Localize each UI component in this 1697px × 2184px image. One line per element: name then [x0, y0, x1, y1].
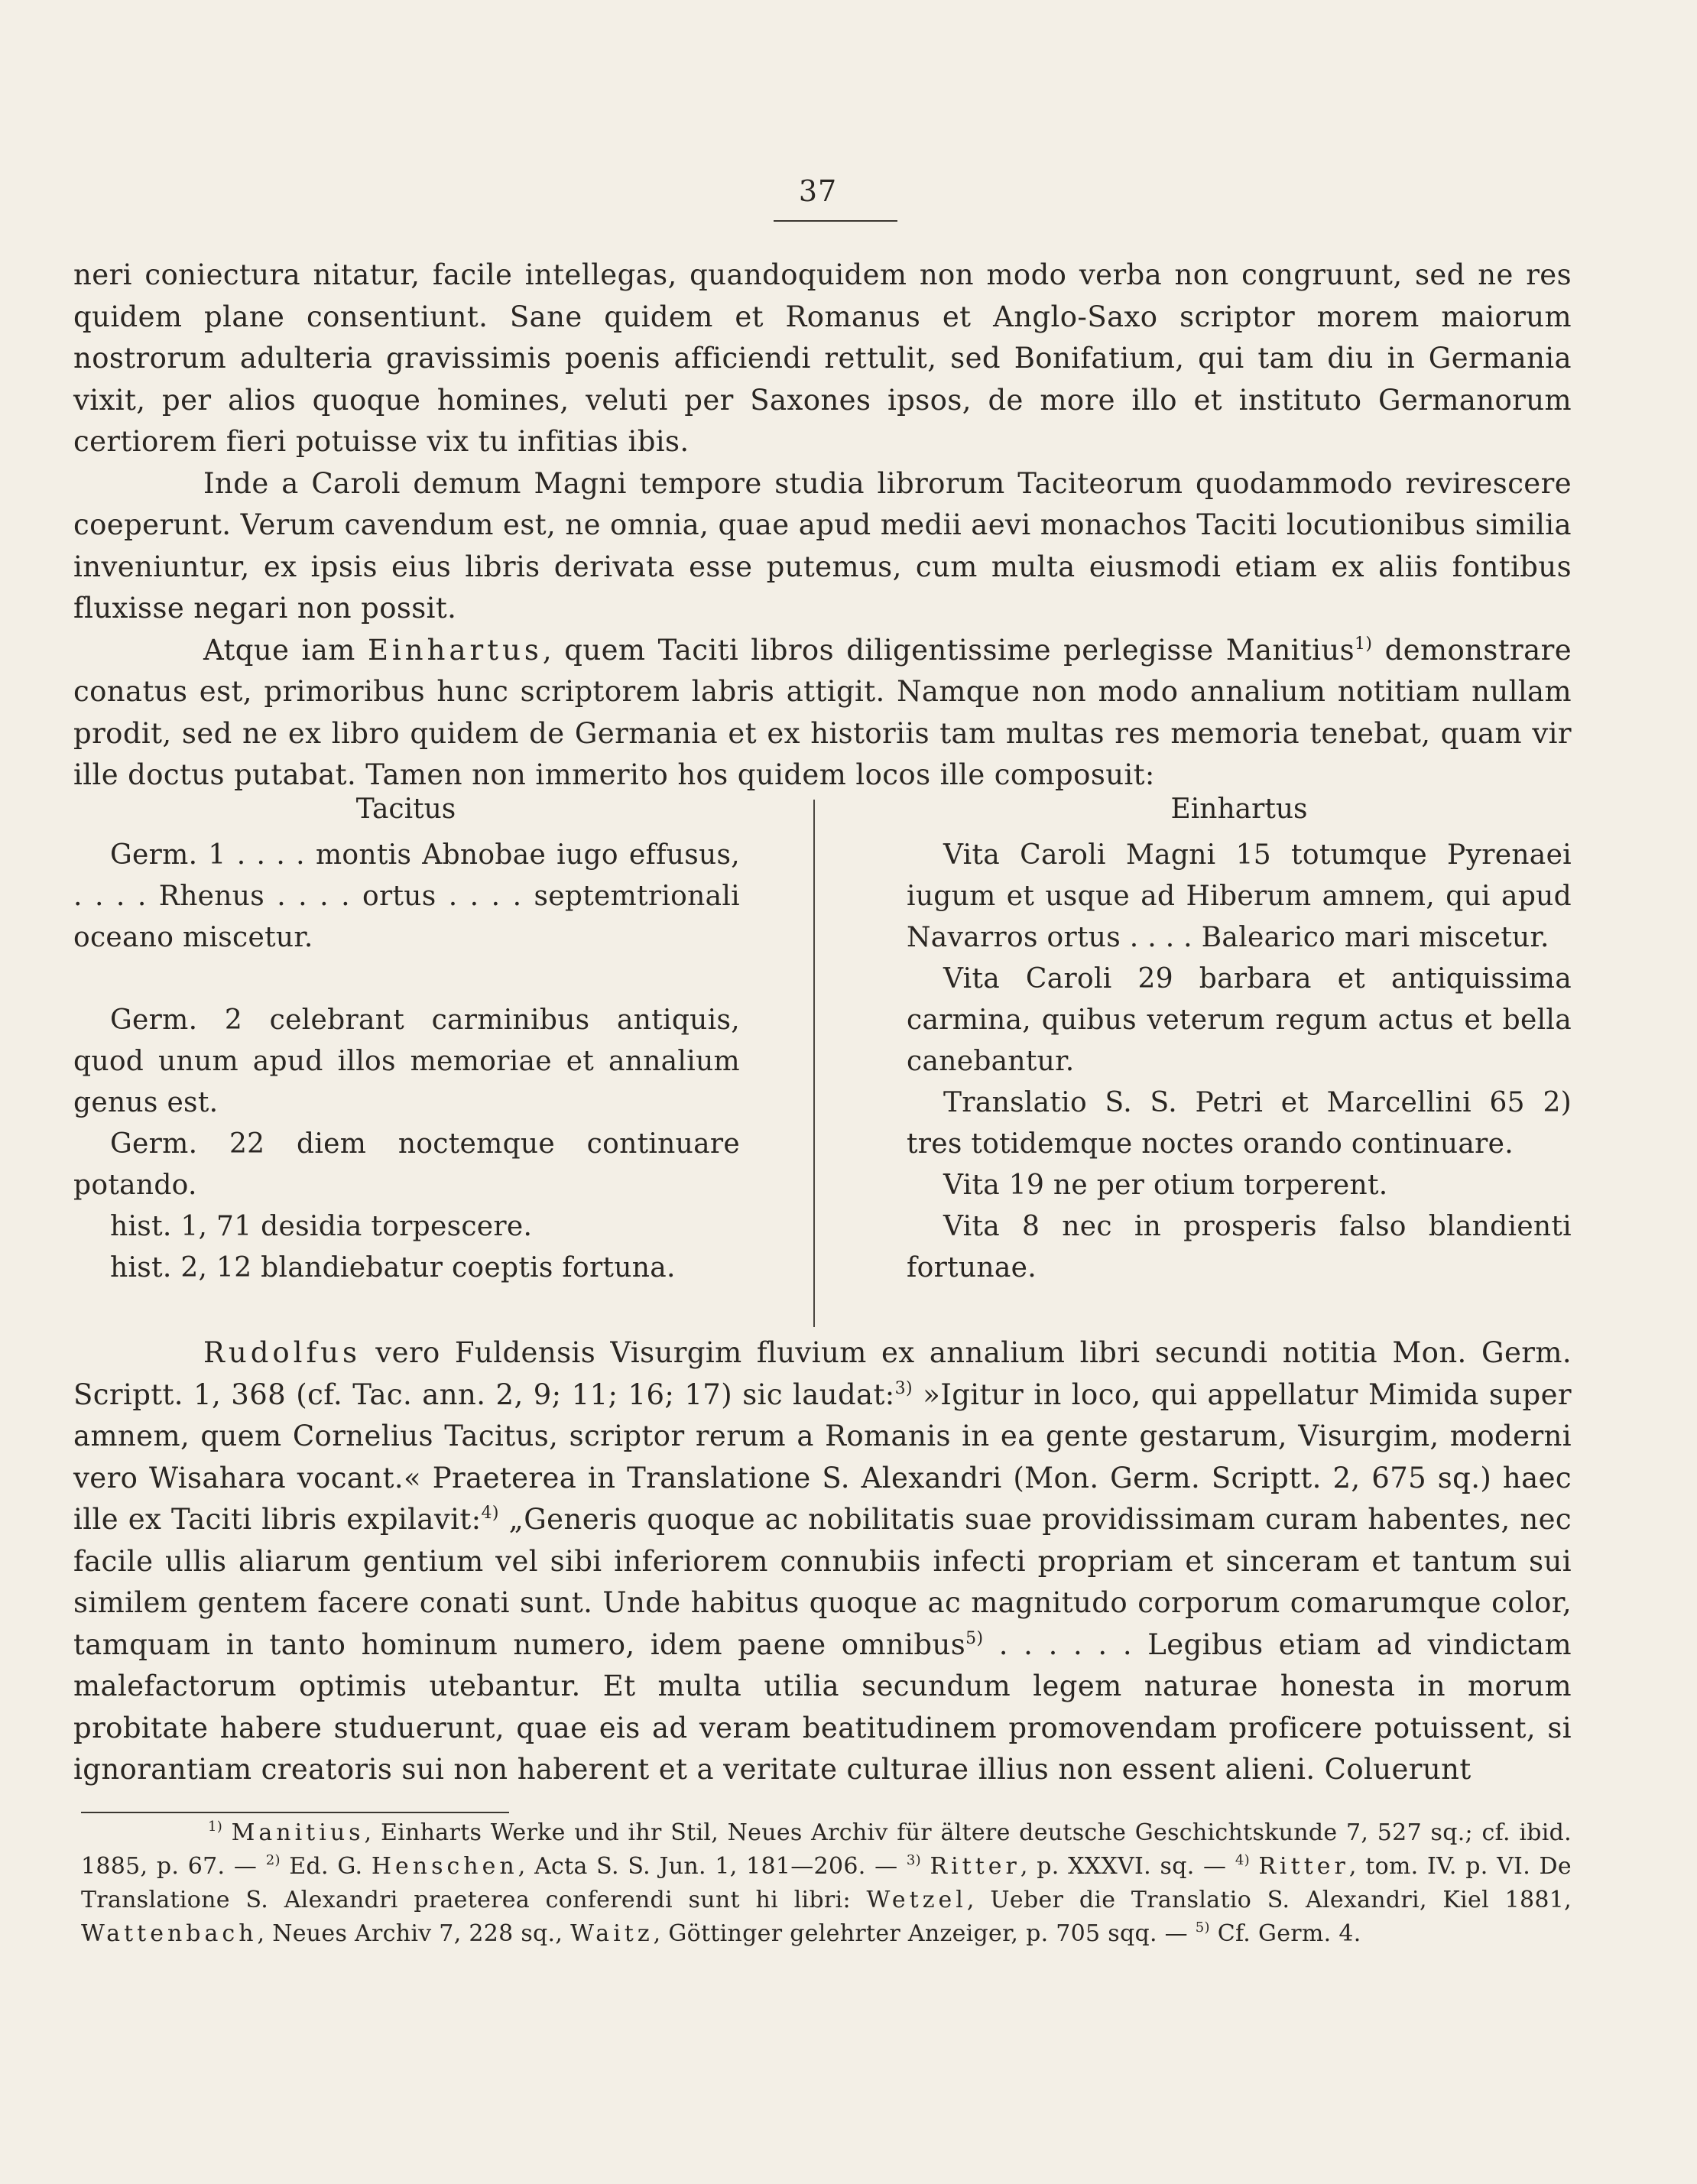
- column-entry: Vita Caroli Magni 15 totumque Pyrenaei iugum et usque ad Hiberum amnem, qui apud Navarros ortus . . . . Balearico mari miscetur.: [907, 839, 1572, 953]
- footnote-marker: 1): [208, 1819, 223, 1835]
- text-block-top: [73, 255, 1572, 797]
- column-entry: Translatio S. S. Petri et Marcellini 65 2) tres totidemque noctes orando continuare.: [907, 1087, 1572, 1160]
- column-heading-einhartus: Einhartus: [1170, 793, 1308, 825]
- paragraph-rudolfus: [73, 1332, 1572, 1791]
- author-name: Ritter: [1258, 1853, 1349, 1880]
- text-run: , quem Taciti libros diligentissime perlegisse Manitius: [542, 633, 1355, 667]
- footnote-rule: [81, 1812, 509, 1813]
- footnote-ref: 3): [894, 1378, 913, 1398]
- author-name: Ritter: [930, 1853, 1020, 1880]
- column-entry: hist. 1, 71 desidia torpescere.: [110, 1211, 533, 1242]
- footnote-marker: 3): [906, 1852, 921, 1868]
- text-run: [1250, 1853, 1259, 1880]
- column-entry: Germ. 2 celebrant carminibus antiquis, quod unum apud illos memoriae et annalium genus est.: [73, 1004, 740, 1118]
- author-name: Einhartus: [367, 633, 543, 667]
- page-number: 37: [798, 174, 838, 208]
- column-divider: [813, 800, 815, 1327]
- text-block-bottom: [73, 1332, 1572, 1791]
- text-run: , Neues Archiv 7, 228 sq.,: [257, 1920, 571, 1947]
- text-run: , tom. IV. p. VI. De Translatione S. Alexandri praeterea conferendi sunt hi libri:: [81, 1853, 1572, 1913]
- footnote-marker: 2): [265, 1852, 281, 1868]
- text-run: , Acta S. S. Jun. 1, 181—206. —: [518, 1853, 907, 1880]
- column-entry: Germ. 1 . . . . montis Abnobae iugo effusus, . . . . Rhenus . . . . ortus . . . . septemtrionali oceano miscetur.: [73, 839, 740, 953]
- author-name: Henschen: [371, 1853, 518, 1880]
- column-tacitus: [73, 835, 740, 1289]
- text-run: . . . . . . Legibus etiam ad vindictam malefactorum optimis utebantur. Et multa utilia secundum legem naturae honesta in morum probitate habere studuerunt, quae eis ad veram beatitudinem promovendam proficere potuissent, si ignorantiam creatoris sui non haberent et a veritate culturae illius non essent alieni. Coluerunt: [73, 1627, 1572, 1786]
- text-run: »Igitur in loco, qui appellatur Mimida super amnem, quem Cornelius Tacitus, scriptor rerum a Romanis in ea gente gestarum, Visurgim, moderni vero Wisahara vocant.« Praeterea in Translatione S. Alexandri (Mon. Germ. Scriptt. 2, 675 sq.) haec ille ex Taciti libris expilavit:: [73, 1378, 1572, 1536]
- footnote-ref: 4): [481, 1504, 499, 1523]
- column-entry: Germ. 22 diem noctemque continuare potando.: [73, 1128, 740, 1201]
- author-name: Wattenbach: [81, 1920, 258, 1947]
- footnote-marker: 4): [1235, 1852, 1250, 1868]
- footnote-text: [81, 1816, 1572, 1951]
- footnotes: [81, 1816, 1572, 1951]
- parallel-columns: [73, 793, 1572, 1329]
- footnote-marker: 5): [1195, 1920, 1210, 1936]
- paragraph: Inde a Caroli demum Magni tempore studia librorum Taciteorum quodammodo revirescere coeperunt. Verum cavendum est, ne omnia, quae apud medii aevi monachos Taciti locutionibus similia inveniuntur, ex ipsis eius libris derivata esse putemus, cum multa eiusmodi etiam ex aliis fontibus fluxisse negari non possit.: [73, 466, 1572, 625]
- column-einhartus: [907, 835, 1572, 1289]
- text-run: [921, 1853, 930, 1880]
- text-run: demonstrare conatus est, primoribus hunc scriptorem labris attigit. Namque non modo annalium notitiam nullam prodit, sed ne ex libro quidem de Germania et ex historiis tam multas res memoria tenebat, quam vir ille doctus putabat. Tamen non immerito hos quidem locos ille composuit:: [73, 633, 1572, 791]
- footnote-ref: 5): [965, 1628, 984, 1648]
- paragraph: neri coniectura nitatur, facile intellegas, quandoquidem non modo verba non congruunt, sed ne res quidem plane consentiunt. Sane quidem et Romanus et Anglo-Saxo scriptor morem maiorum nostrorum adulteria gravissimis poenis afficiendi rettulit, sed Bonifatium, qui tam diu in Germania vixit, per alios quoque homines, veluti per Saxones ipsos, de more illo et instituto Germanorum certiorem fieri potuisse vix tu infitias ibis.: [73, 258, 1572, 458]
- author-name: Wetzel: [866, 1887, 967, 1913]
- text-run: vero Fuldensis Visurgim fluvium ex annalium libri secundi notitia Mon. Germ. Scriptt. 1, 368 (cf. Tac. ann. 2, 9; 11; 16; 17) sic laudat:: [73, 1336, 1572, 1411]
- text-run: , Ueber die Translatio S. Alexandri, Kiel 1881,: [966, 1887, 1572, 1913]
- text-run: Ed. G.: [280, 1853, 372, 1880]
- author-name: Waitz: [570, 1920, 654, 1947]
- text-run: , Göttinger gelehrter Anzeiger, p. 705 sqq. —: [653, 1920, 1196, 1947]
- text-run: [222, 1819, 232, 1846]
- author-name: Manitius: [231, 1819, 365, 1846]
- column-entry: hist. 2, 12 blandiebatur coeptis fortuna.: [110, 1252, 676, 1283]
- paragraph-einhartus: [73, 630, 1572, 797]
- text-run: „Generis quoque ac nobilitatis suae providissimam curam habentes, nec facile ullis aliarum gentium vel sibi inferiorem connubiis infecti propriam et sinceram et tantum sui similem gentem facere conati sunt. Unde habitus quoque ac magnitudo corporum comarumque color, tamquam in tanto hominum numero, idem paene omnibus: [73, 1503, 1572, 1661]
- text-run: , Einharts Werke und ihr Stil, Neues Archiv für ältere deutsche Geschichtskunde 7, 527 sq.; cf. ibid. 1885, p. 67. —: [81, 1819, 1572, 1880]
- column-entry: Vita Caroli 29 barbara et antiquissima carmina, quibus veterum regum actus et bella canebantur.: [907, 963, 1572, 1077]
- author-name: Rudolfus: [203, 1336, 361, 1369]
- footnote-ref: 1): [1355, 634, 1373, 654]
- column-heading-tacitus: Tacitus: [355, 793, 456, 825]
- page-number-rule: [774, 220, 897, 222]
- column-entry: Vita 19 ne per otium torperent.: [943, 1170, 1388, 1201]
- text-run: , p. XXXVI. sq. —: [1020, 1853, 1235, 1880]
- text-run: Cf. Germ. 4.: [1209, 1920, 1361, 1947]
- text-run: Atque iam: [203, 633, 368, 667]
- column-entry: Vita 8 nec in prosperis falso blandienti fortunae.: [907, 1211, 1572, 1283]
